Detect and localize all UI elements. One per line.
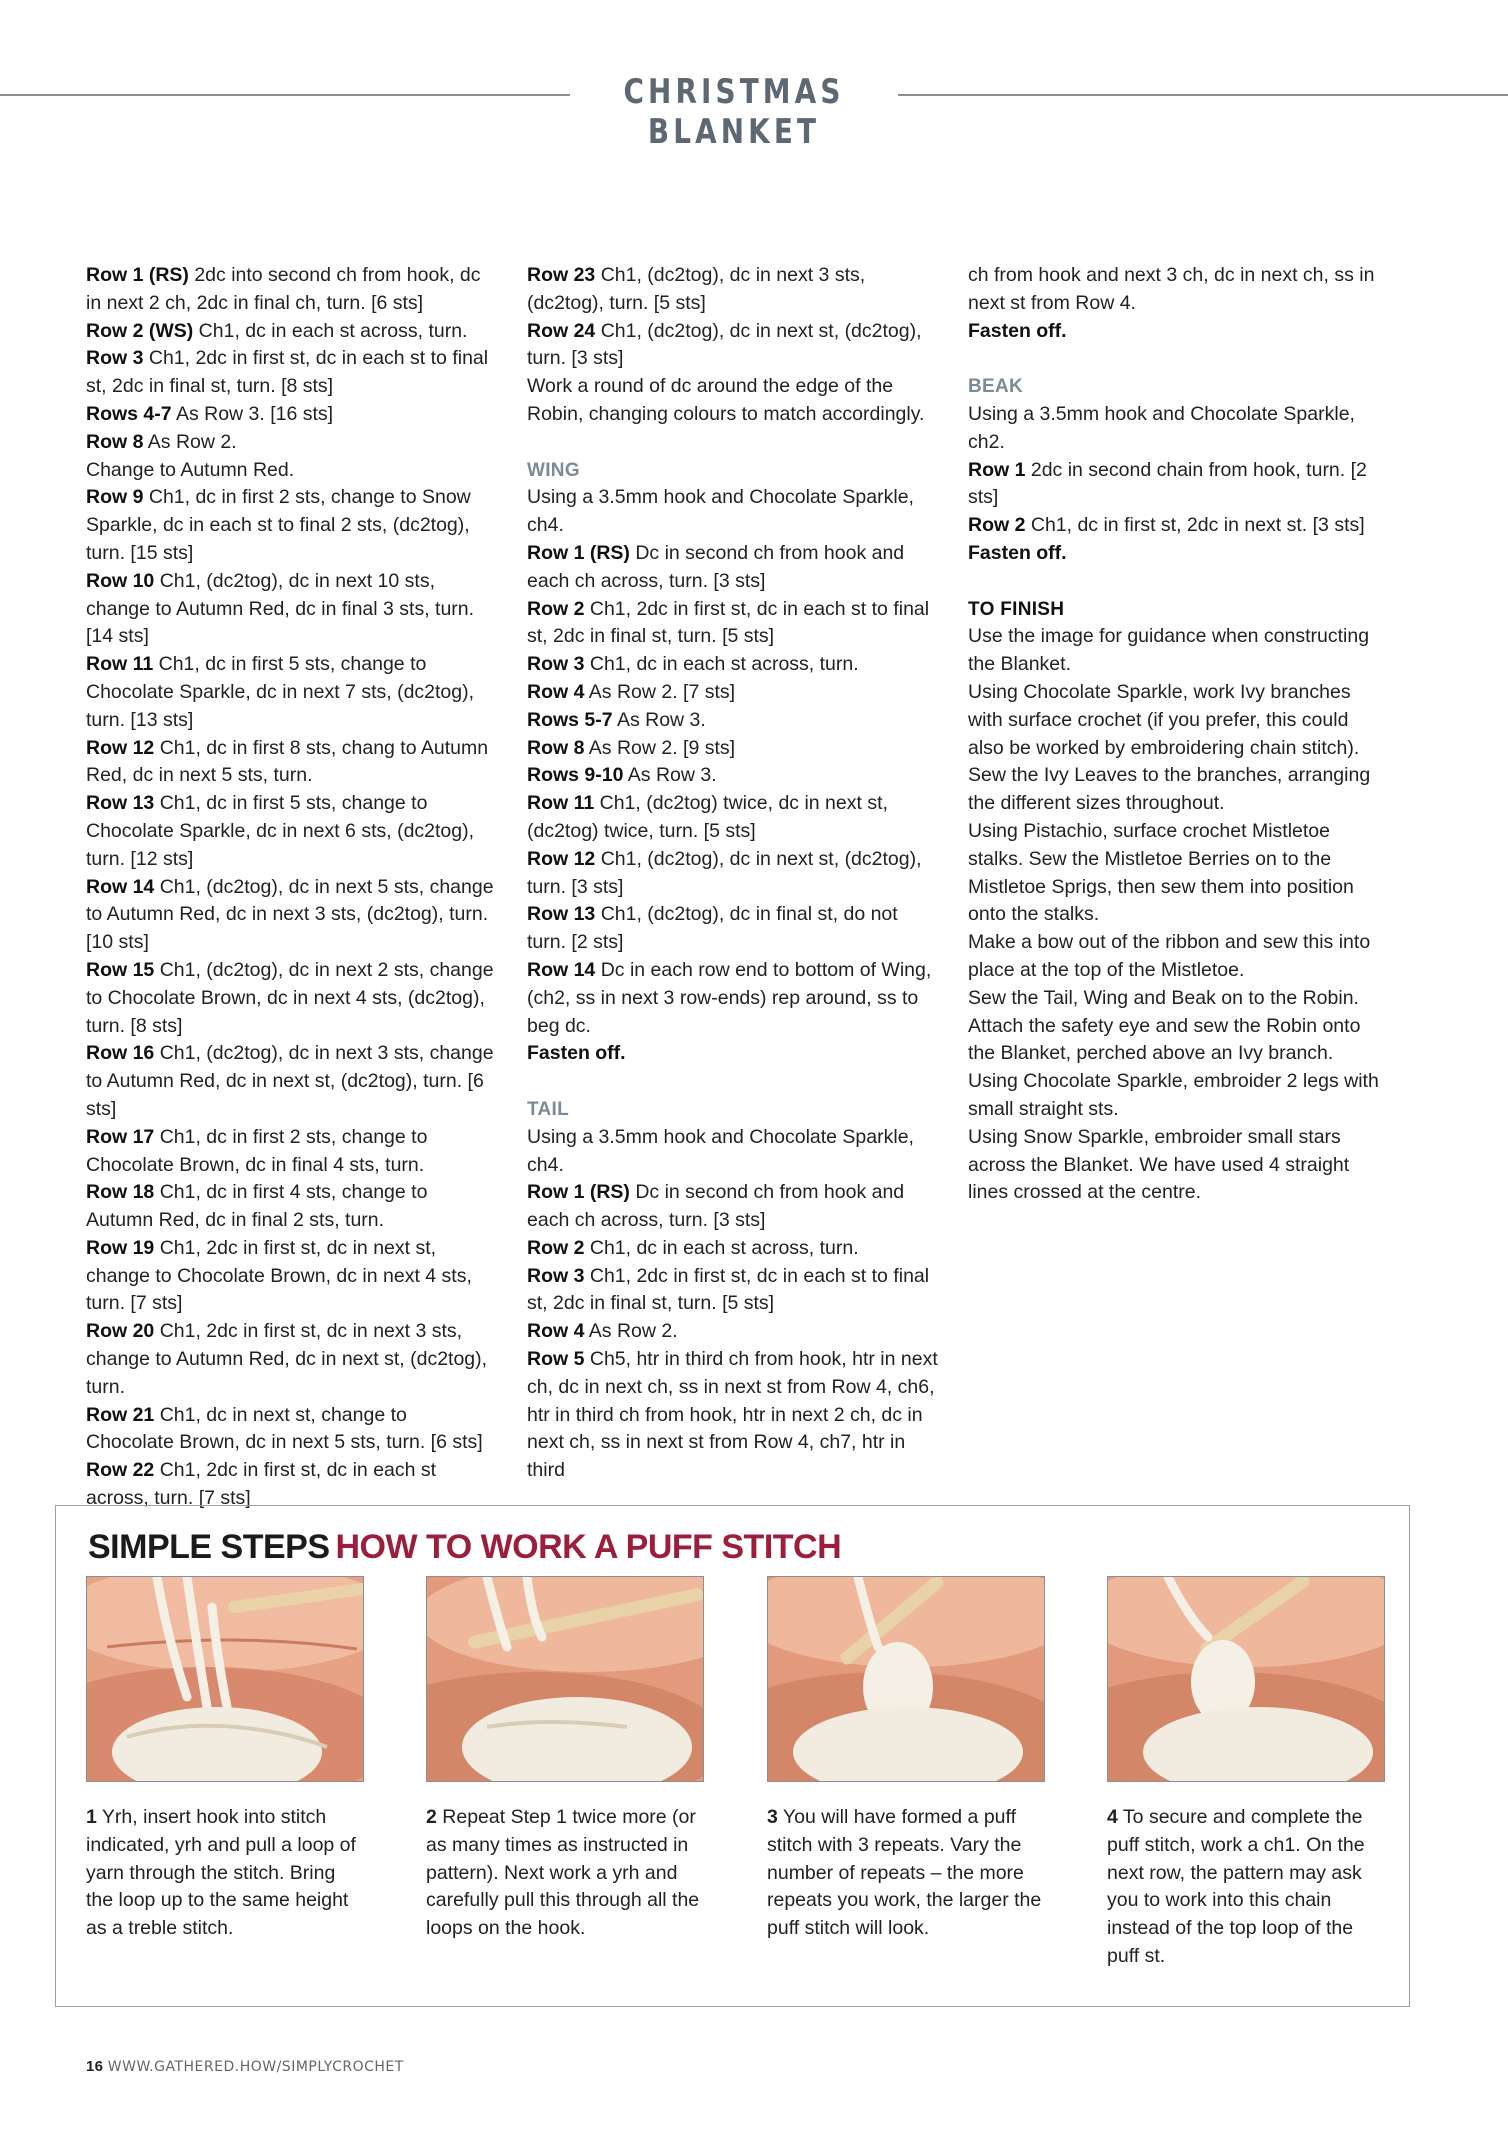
body-row xyxy=(527,373,942,429)
body-row-text: Ch1, dc in next st, change to Chocolate Brown, dc in next 5 sts, turn. [6 sts] xyxy=(86,1403,483,1454)
body-row xyxy=(86,1402,496,1458)
wing-row-label: Row 12 xyxy=(527,847,596,870)
wing-row-text: Ch1, dc in each st across, turn. xyxy=(584,653,859,676)
wing-row-label: Row 2 xyxy=(527,597,585,620)
body-row-text: Ch1, (dc2tog), dc in next 3 sts, change to Autumn Red, dc in next st, (dc2tog), turn. [6 sts] xyxy=(86,1042,494,1120)
body-row-text: Ch1, dc in first 8 sts, chang to Autumn Red, dc in next 5 sts, turn. xyxy=(86,736,489,787)
body-row xyxy=(86,1124,496,1180)
wing-row xyxy=(527,846,942,902)
simple-steps-label: SIMPLE STEPS xyxy=(88,1528,330,1566)
body-row xyxy=(86,874,496,957)
body-row-label: Row 21 xyxy=(86,1403,155,1426)
beak-row xyxy=(968,512,1383,540)
body-row-text: Change to Autumn Red. xyxy=(86,458,295,481)
tail-row-text: As Row 2. xyxy=(584,1320,678,1343)
body-row-label: Row 9 xyxy=(86,486,144,509)
wing-fasten-off: Fasten off. xyxy=(527,1042,626,1065)
step-2-number: 2 xyxy=(426,1806,437,1828)
wing-row-text: Ch1, 2dc in first st, dc in each st to final st, 2dc in final st, turn. [5 sts] xyxy=(527,597,930,648)
beak-intro: Using a 3.5mm hook and Chocolate Sparkle, ch2. xyxy=(968,402,1355,453)
tail-row xyxy=(527,1346,942,1485)
body-row-text: Ch1, (dc2tog), dc in next st, (dc2tog), turn. [3 sts] xyxy=(527,319,922,370)
wing-row-label: Row 3 xyxy=(527,653,585,676)
tail-row5-continued: ch from hook and next 3 ch, dc in next ch, ss in next st from Row 4. xyxy=(968,264,1375,314)
body-row-text: Ch1, (dc2tog), dc in next 2 sts, change to Chocolate Brown, dc in next 4 sts, (dc2tog), turn. [8 sts] xyxy=(86,958,494,1037)
wing-row xyxy=(527,790,942,846)
step-2-photo xyxy=(426,1576,704,1782)
step-3-text: You will have formed a puff stitch with 3 repeats. Vary the number of repeats – the more repeats you work, the larger the puff stitch will look. xyxy=(767,1806,1042,1940)
body-row xyxy=(86,790,496,873)
body-row-label: Row 1 (RS) xyxy=(86,264,189,286)
wing-row-text: Ch1, (dc2tog), dc in final st, do not turn. [2 sts] xyxy=(527,903,898,954)
body-row-label: Row 24 xyxy=(527,319,596,342)
wing-row xyxy=(527,762,942,790)
body-row xyxy=(86,318,496,346)
beak-row-label: Row 2 xyxy=(968,514,1026,537)
body-row-label: Row 10 xyxy=(86,569,155,592)
body-row-text: Ch1, (dc2tog), dc in next 10 sts, change to Autumn Red, dc in final 3 sts, turn. [14 sts] xyxy=(86,569,475,648)
body-row xyxy=(527,318,942,374)
footer-url: WWW.GATHERED.HOW/SIMPLYCROCHET xyxy=(107,2059,404,2075)
body-row xyxy=(527,262,942,318)
body-row xyxy=(86,457,496,485)
column-3 xyxy=(968,262,1383,1207)
wing-row xyxy=(527,707,942,735)
finish-paragraph: Sew the Ivy Leaves to the branches, arranging the different sizes throughout. xyxy=(968,764,1371,815)
tail-row xyxy=(527,1263,942,1319)
body-row-text: As Row 2. xyxy=(143,430,237,453)
page-footer xyxy=(86,2058,404,2075)
wing-row-text: Dc in each row end to bottom of Wing, (ch2, ss in next 3 row-ends) rep around, ss to beg dc. xyxy=(527,958,932,1037)
body-row-text: Ch1, (dc2tog), dc in next 3 sts, (dc2tog), turn. [5 sts] xyxy=(527,264,866,314)
tail-row xyxy=(527,1235,942,1263)
body-row-text: Ch1, dc in first 2 sts, change to Chocolate Brown, dc in final 4 sts, turn. xyxy=(86,1125,428,1176)
simple-steps-title: HOW TO WORK A PUFF STITCH xyxy=(335,1528,842,1566)
finish-paragraph: Attach the safety eye and sew the Robin onto the Blanket, perched above an Ivy branch. xyxy=(968,1014,1361,1065)
tail-row-label: Row 5 xyxy=(527,1348,585,1371)
body-row-label: Row 15 xyxy=(86,958,155,981)
finish-instructions xyxy=(968,623,1383,1207)
body-row-text: Work a round of dc around the edge of the Robin, changing colours to match accordingly. xyxy=(527,375,925,425)
column-1 xyxy=(86,262,496,1513)
step-4-photo xyxy=(1107,1576,1385,1782)
body-row-label: Row 17 xyxy=(86,1125,155,1148)
step-1-text: Yrh, insert hook into stitch indicated, yrh and pull a loop of yarn through the stitch. Bring the loop up to the same height as a treble stitch. xyxy=(86,1806,356,1940)
body-row-text: Ch1, dc in first 4 sts, change to Autumn Red, dc in final 2 sts, turn. xyxy=(86,1181,428,1232)
body-row xyxy=(86,401,496,429)
step-1-number: 1 xyxy=(86,1806,97,1828)
body-row-label: Row 11 xyxy=(86,653,154,676)
body-row xyxy=(86,484,496,567)
step-2 xyxy=(426,1576,704,1943)
finish-paragraph: Using Chocolate Sparkle, embroider 2 legs with small straight sts. xyxy=(968,1070,1379,1120)
wing-row xyxy=(527,901,942,957)
body-row-text: 2dc into second ch from hook, dc in next 2 ch, 2dc in final ch, turn. [6 sts] xyxy=(86,264,481,314)
body-row-label: Row 12 xyxy=(86,736,155,759)
finish-paragraph: Using Chocolate Sparkle, work Ivy branches with surface crochet (if you prefer, this could also be worked by embroidering chain stitch). xyxy=(968,680,1360,759)
body-row xyxy=(86,735,496,791)
body-row-label: Row 23 xyxy=(527,264,596,286)
tail-fasten-off: Fasten off. xyxy=(968,319,1067,342)
body-row-text: Ch1, dc in first 5 sts, change to Chocolate Sparkle, dc in next 7 sts, (dc2tog), turn. [13 sts] xyxy=(86,653,475,731)
wing-row-text: As Row 2. [9 sts] xyxy=(584,736,736,759)
tail-row xyxy=(527,1318,942,1346)
beak-row-text: 2dc in second chain from hook, turn. [2 sts] xyxy=(968,458,1367,509)
simple-steps-heading xyxy=(88,1528,841,1567)
beak-row xyxy=(968,457,1383,513)
wing-row-label: Rows 9-10 xyxy=(527,764,624,787)
body-row xyxy=(86,345,496,401)
tail-row-text: Ch1, dc in each st across, turn. xyxy=(584,1236,859,1259)
tail-row-text: Ch1, 2dc in first st, dc in each st to final st, 2dc in final st, turn. [5 sts] xyxy=(527,1264,930,1315)
finish-paragraph: Using Pistachio, surface crochet Mistletoe stalks. Sew the Mistletoe Berries on to the Mistletoe Sprigs, then sew them into position onto the stalks. xyxy=(968,819,1354,926)
beak-row-label: Row 1 xyxy=(968,458,1026,481)
wing-row-label: Row 1 (RS) xyxy=(527,541,630,564)
tail-row xyxy=(527,1179,942,1235)
wing-row-text: Ch1, (dc2tog) twice, dc in next st, (dc2tog) twice, turn. [5 sts] xyxy=(527,792,888,842)
wing-row xyxy=(527,540,942,596)
body-row-label: Rows 4-7 xyxy=(86,402,172,425)
wing-row-text: As Row 2. [7 sts] xyxy=(584,680,736,703)
finish-paragraph: Use the image for guidance when constructing the Blanket. xyxy=(968,625,1370,676)
tail-heading: TAIL xyxy=(527,1098,570,1120)
wing-row-label: Row 8 xyxy=(527,736,585,759)
wing-row-label: Row 11 xyxy=(527,792,595,815)
body-row-text: Ch1, (dc2tog), dc in next 5 sts, change to Autumn Red, dc in next 3 sts, (dc2tog), turn. [10 sts] xyxy=(86,875,494,954)
body-row-text: Ch1, 2dc in first st, dc in next 3 sts, change to Autumn Red, dc in next st, (dc2tog), turn. xyxy=(86,1320,488,1398)
robin-final-rows xyxy=(527,262,942,429)
body-row xyxy=(86,429,496,457)
finish-heading: TO FINISH xyxy=(968,598,1065,620)
tail-row-text: Ch5, htr in third ch from hook, htr in next ch, dc in next ch, ss in next st from Row 4, ch6, htr in third ch from hook, htr in next 2 ch, dc in next ch, ss in next st from Row 4, ch7, htr in third xyxy=(527,1348,938,1482)
body-row-text: As Row 3. [16 sts] xyxy=(171,402,334,425)
body-row xyxy=(86,1179,496,1235)
body-row xyxy=(86,957,496,1040)
step-4-text: To secure and complete the puff stitch, work a ch1. On the next row, the pattern may ask you to work into this chain instead of the top loop of the puff st. xyxy=(1107,1806,1365,1967)
tail-intro: Using a 3.5mm hook and Chocolate Sparkle, ch4. xyxy=(527,1125,914,1176)
page-title: CHRISTMAS BLANKET xyxy=(623,72,845,152)
tail-row-label: Row 2 xyxy=(527,1236,585,1259)
wing-rows xyxy=(527,540,942,1040)
tail-row-label: Row 3 xyxy=(527,1264,585,1287)
body-row-label: Row 13 xyxy=(86,792,155,815)
wing-intro: Using a 3.5mm hook and Chocolate Sparkle, ch4. xyxy=(527,486,914,537)
wing-row-text: As Row 3. xyxy=(612,708,706,731)
tail-rows xyxy=(527,1179,942,1485)
body-row-text: Ch1, 2dc in first st, dc in each st to final st, 2dc in final st, turn. [8 sts] xyxy=(86,347,489,398)
beak-fasten-off: Fasten off. xyxy=(968,541,1067,564)
body-row xyxy=(86,1040,496,1123)
tail-row-label: Row 4 xyxy=(527,1320,585,1343)
body-row-label: Row 20 xyxy=(86,1320,155,1343)
body-row-label: Row 16 xyxy=(86,1042,155,1065)
body-row-text: Ch1, 2dc in first st, dc in each st across, turn. [7 sts] xyxy=(86,1459,437,1510)
body-row-text: Ch1, dc in first 2 sts, change to Snow Sparkle, dc in each st to final 2 sts, (dc2tog), turn. [15 sts] xyxy=(86,486,471,564)
body-row-label: Row 14 xyxy=(86,875,155,898)
body-row-label: Row 22 xyxy=(86,1459,155,1482)
header-rule-right xyxy=(898,94,1508,96)
wing-row xyxy=(527,957,942,1040)
wing-row-text: Ch1, (dc2tog), dc in next st, (dc2tog), turn. [3 sts] xyxy=(527,847,922,898)
wing-row xyxy=(527,679,942,707)
body-row-label: Row 2 (WS) xyxy=(86,319,194,342)
step-3 xyxy=(767,1576,1045,1943)
tail-row-label: Row 1 (RS) xyxy=(527,1181,630,1204)
body-row-text: Ch1, dc in first 5 sts, change to Chocolate Sparkle, dc in next 6 sts, (dc2tog), turn. [12 sts] xyxy=(86,792,475,870)
body-row-label: Row 19 xyxy=(86,1236,155,1259)
page-number: 16 xyxy=(86,2058,104,2075)
beak-row-text: Ch1, dc in first st, 2dc in next st. [3 sts] xyxy=(1025,514,1365,537)
header-rule-left xyxy=(0,94,570,96)
step-3-photo xyxy=(767,1576,1045,1782)
body-row xyxy=(86,1235,496,1318)
column-2 xyxy=(527,262,942,1485)
body-row xyxy=(86,568,496,651)
wing-row xyxy=(527,735,942,763)
body-row xyxy=(86,262,496,318)
body-row-label: Row 18 xyxy=(86,1181,155,1204)
body-row-label: Row 8 xyxy=(86,430,144,453)
tail-row-text: Dc in second ch from hook and each ch across, turn. [3 sts] xyxy=(527,1181,905,1232)
step-2-text: Repeat Step 1 twice more (or as many times as instructed in pattern). Next work a yrh and carefully pull this through all the loops on the hook. xyxy=(426,1806,700,1940)
beak-rows xyxy=(968,457,1383,540)
wing-row-label: Row 13 xyxy=(527,903,596,926)
body-row xyxy=(86,651,496,734)
step-4 xyxy=(1107,1576,1385,1971)
wing-row-label: Row 4 xyxy=(527,680,585,703)
body-row xyxy=(86,1318,496,1401)
step-3-number: 3 xyxy=(767,1806,778,1828)
wing-row-label: Row 14 xyxy=(527,958,596,981)
body-row-label: Row 3 xyxy=(86,347,144,370)
body-row-text: Ch1, 2dc in first st, dc in next st, change to Chocolate Brown, dc in next 4 sts, turn. [7 sts] xyxy=(86,1236,472,1315)
finish-paragraph: Sew the Tail, Wing and Beak on to the Robin. xyxy=(968,986,1359,1009)
body-row-text: Ch1, dc in each st across, turn. xyxy=(193,319,468,342)
wing-row-text: As Row 3. xyxy=(623,764,717,787)
simple-steps-box xyxy=(55,1505,1410,2007)
wing-heading: WING xyxy=(527,459,580,481)
finish-paragraph: Make a bow out of the ribbon and sew this into place at the top of the Mistletoe. xyxy=(968,931,1371,981)
step-1-photo xyxy=(86,1576,364,1782)
wing-row-text: Dc in second ch from hook and each ch across, turn. [3 sts] xyxy=(527,541,905,592)
finish-paragraph: Using Snow Sparkle, embroider small stars across the Blanket. We have used 4 straight lines crossed at the centre. xyxy=(968,1125,1350,1204)
wing-row-label: Rows 5-7 xyxy=(527,708,613,731)
step-4-number: 4 xyxy=(1107,1806,1118,1828)
wing-row xyxy=(527,596,942,652)
wing-row xyxy=(527,651,942,679)
step-1 xyxy=(86,1576,364,1943)
beak-heading: BEAK xyxy=(968,376,1024,398)
